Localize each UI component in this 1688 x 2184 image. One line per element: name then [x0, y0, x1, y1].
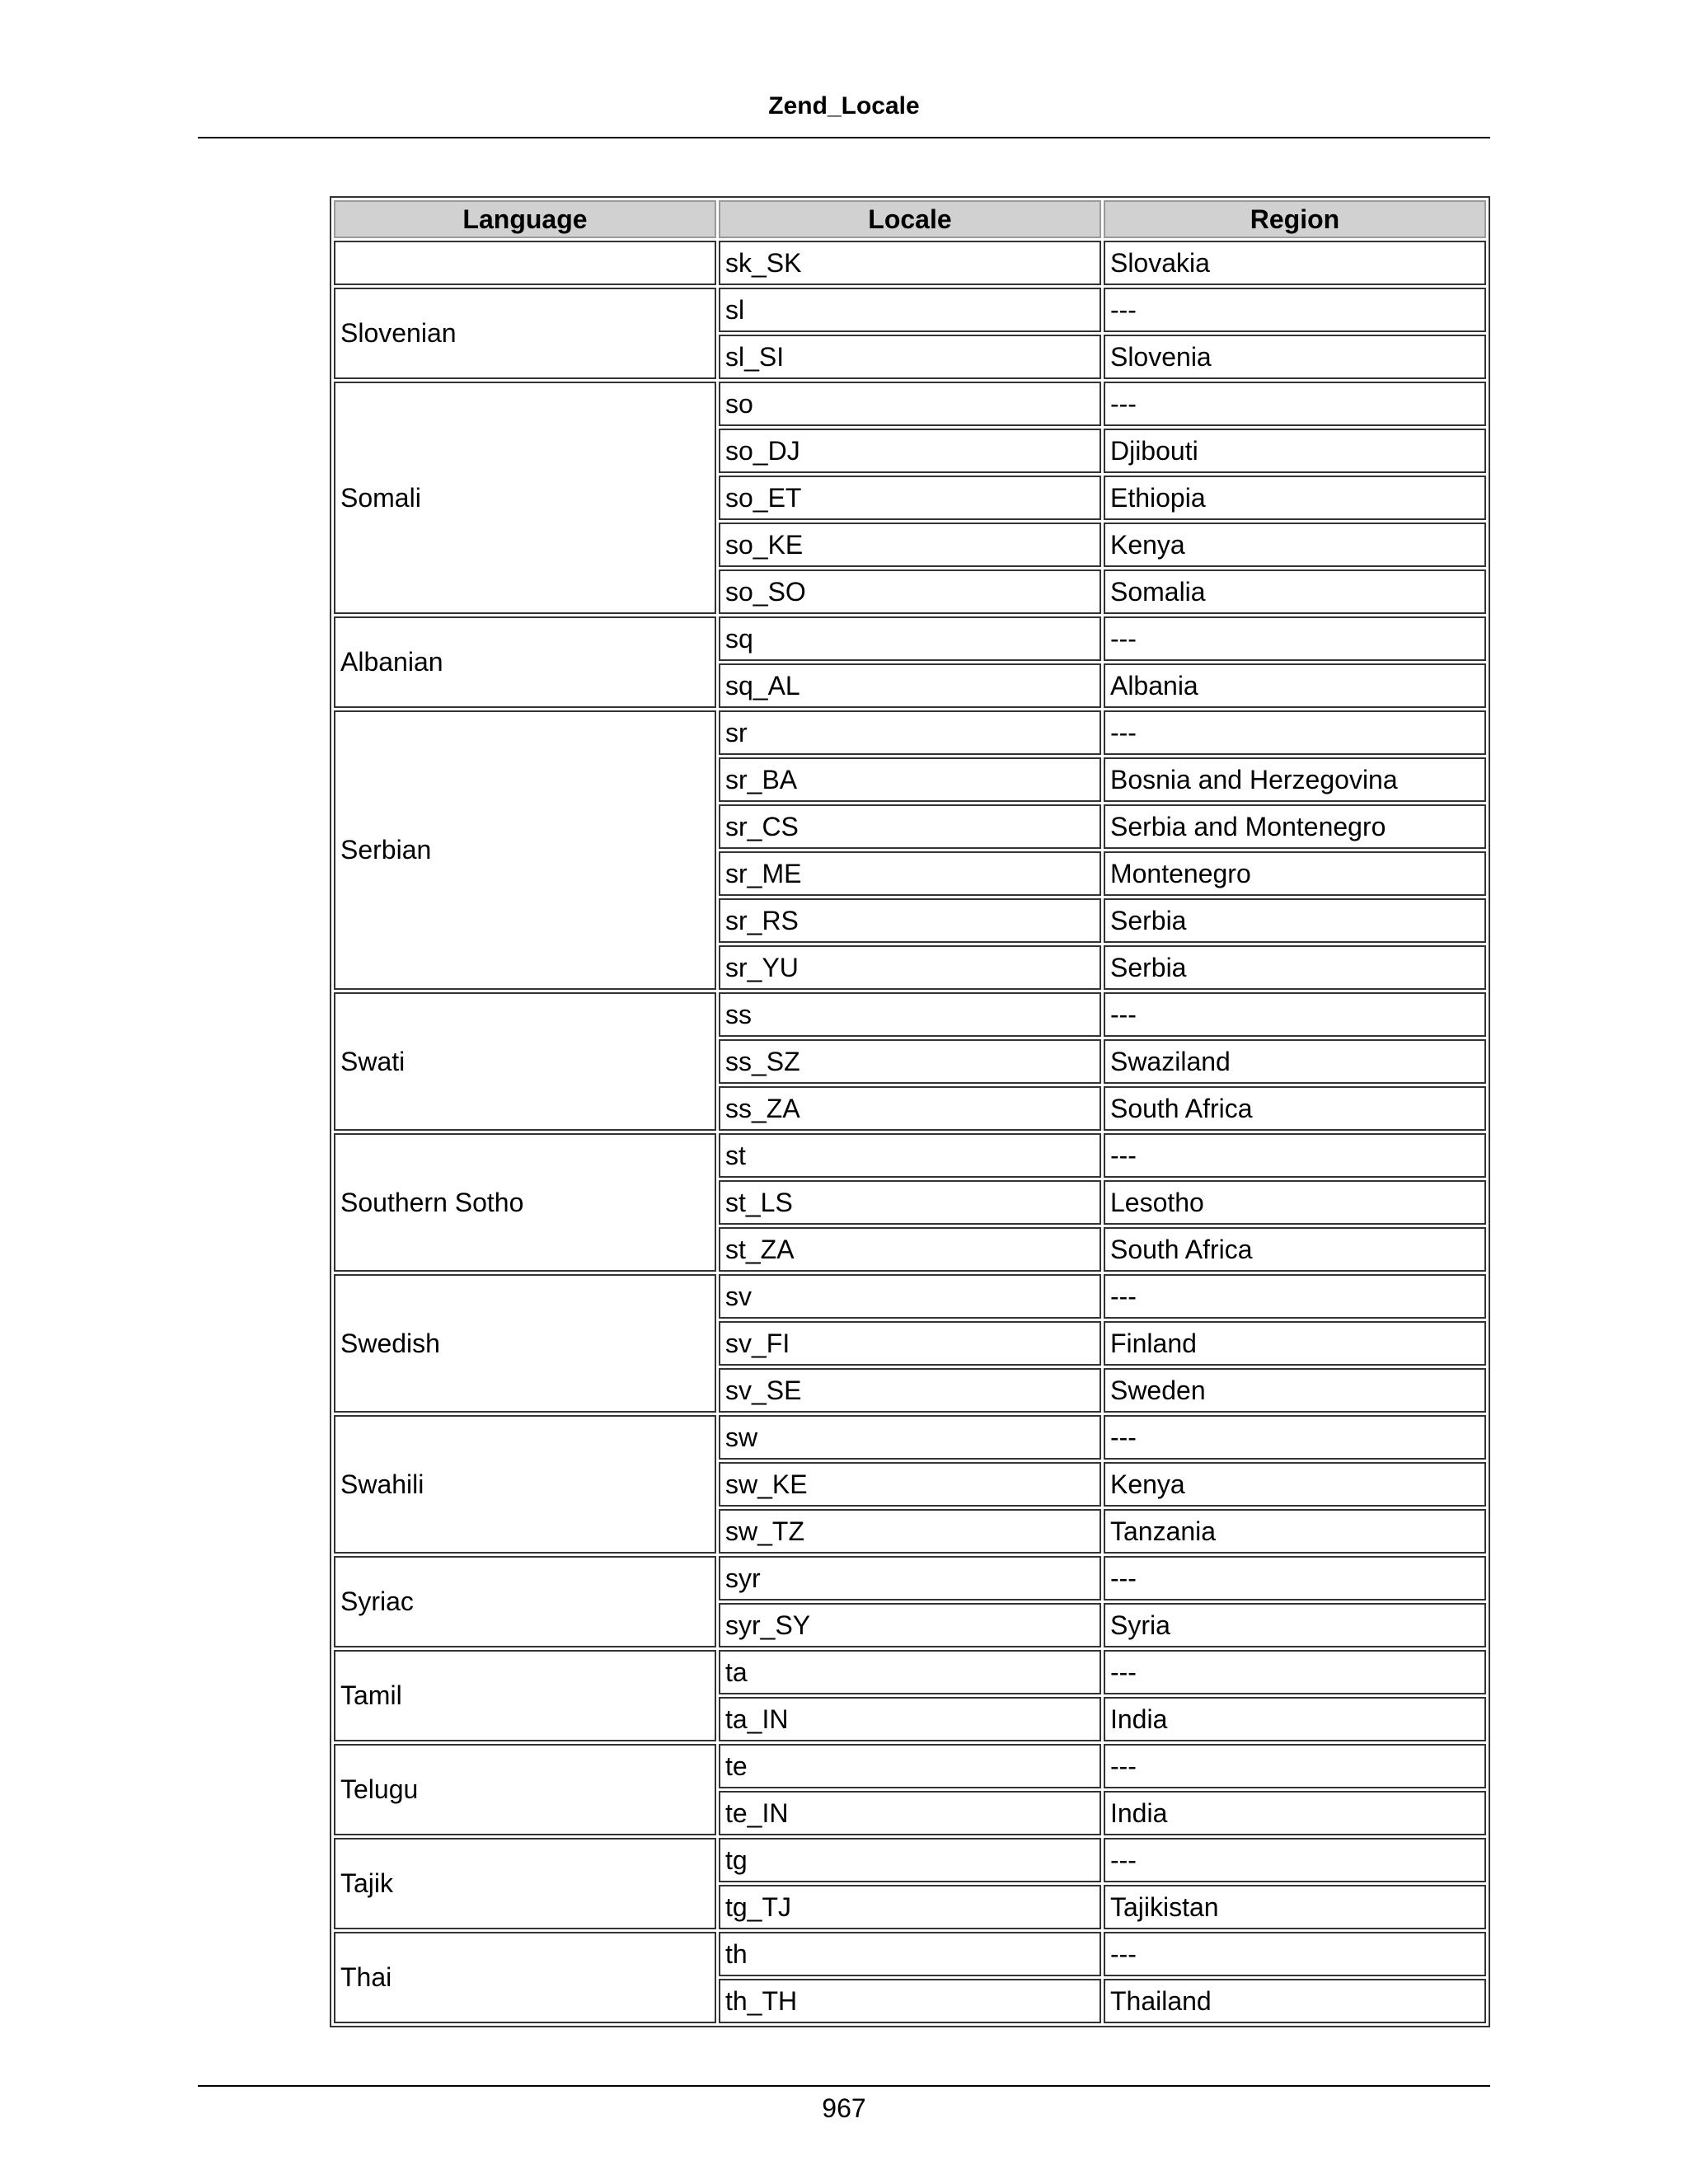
region-cell: ---	[1104, 1650, 1486, 1694]
region-cell: Tajikistan	[1104, 1885, 1486, 1929]
region-cell: Slovenia	[1104, 335, 1486, 379]
locale-cell: so_SO	[719, 569, 1101, 614]
region-cell: Kenya	[1104, 1462, 1486, 1507]
language-cell: Telugu	[334, 1744, 716, 1835]
table-row	[334, 1932, 1486, 1976]
table-row	[334, 1556, 1486, 1601]
region-cell: Kenya	[1104, 523, 1486, 567]
locale-cell: ss_SZ	[719, 1039, 1101, 1084]
region-cell: ---	[1104, 288, 1486, 332]
footer-divider	[198, 2085, 1490, 2087]
locale-cell: sw_KE	[719, 1462, 1101, 1507]
locale-cell: sr_RS	[719, 898, 1101, 943]
locale-cell: tg	[719, 1838, 1101, 1882]
region-cell: Finland	[1104, 1321, 1486, 1366]
language-cell: Tamil	[334, 1650, 716, 1741]
locale-table-container	[330, 196, 1490, 2027]
table-row	[334, 1838, 1486, 1882]
table-row	[334, 1650, 1486, 1694]
locale-cell: syr	[719, 1556, 1101, 1601]
language-cell: Serbian	[334, 710, 716, 990]
table-row	[334, 1415, 1486, 1460]
region-cell: Slovakia	[1104, 241, 1486, 285]
language-cell: Somali	[334, 382, 716, 614]
locale-cell: ss	[719, 992, 1101, 1037]
region-cell: Syria	[1104, 1603, 1486, 1647]
table-row	[334, 1274, 1486, 1319]
language-cell: Tajik	[334, 1838, 716, 1929]
table-header-row	[334, 200, 1486, 238]
region-cell: Serbia	[1104, 898, 1486, 943]
table-row	[334, 288, 1486, 332]
locale-cell: so_KE	[719, 523, 1101, 567]
locale-cell: th_TH	[719, 1979, 1101, 2023]
region-cell: ---	[1104, 1838, 1486, 1882]
locale-cell: sl	[719, 288, 1101, 332]
table-row	[334, 382, 1486, 426]
region-cell: Bosnia and Herzegovina	[1104, 757, 1486, 802]
table-row	[334, 616, 1486, 661]
region-cell: Djibouti	[1104, 429, 1486, 473]
region-cell: Somalia	[1104, 569, 1486, 614]
column-header-locale: Locale	[719, 200, 1101, 238]
region-cell: ---	[1104, 1744, 1486, 1788]
language-cell: Syriac	[334, 1556, 716, 1647]
locale-cell: sk_SK	[719, 241, 1101, 285]
region-cell: ---	[1104, 992, 1486, 1037]
column-header-region: Region	[1104, 200, 1486, 238]
locale-cell: so_DJ	[719, 429, 1101, 473]
locale-cell: sw_TZ	[719, 1509, 1101, 1554]
region-cell: Lesotho	[1104, 1180, 1486, 1225]
locale-cell: te	[719, 1744, 1101, 1788]
locale-cell: sv_FI	[719, 1321, 1101, 1366]
language-cell: Southern Sotho	[334, 1133, 716, 1272]
locale-cell: st_ZA	[719, 1227, 1101, 1272]
table-row	[334, 710, 1486, 755]
locale-cell: sv_SE	[719, 1368, 1101, 1413]
locale-cell: ta_IN	[719, 1697, 1101, 1741]
page-number: 967	[822, 2093, 866, 2123]
locale-cell: sw	[719, 1415, 1101, 1460]
page-header-title: Zend_Locale	[768, 92, 920, 120]
locale-cell: sv	[719, 1274, 1101, 1319]
locale-cell: sr_BA	[719, 757, 1101, 802]
language-cell: Swati	[334, 992, 716, 1131]
region-cell: ---	[1104, 1415, 1486, 1460]
locale-cell: syr_SY	[719, 1603, 1101, 1647]
table-body	[334, 241, 1486, 2023]
language-cell: Swedish	[334, 1274, 716, 1413]
region-cell: South Africa	[1104, 1227, 1486, 1272]
language-cell: Swahili	[334, 1415, 716, 1554]
region-cell: Tanzania	[1104, 1509, 1486, 1554]
region-cell: Sweden	[1104, 1368, 1486, 1413]
table-row	[334, 1744, 1486, 1788]
region-cell: Serbia and Montenegro	[1104, 804, 1486, 849]
locale-cell: sl_SI	[719, 335, 1101, 379]
locale-cell: sr_ME	[719, 851, 1101, 896]
language-cell: Albanian	[334, 616, 716, 708]
locale-cell: sq	[719, 616, 1101, 661]
locale-cell: ta	[719, 1650, 1101, 1694]
region-cell: Montenegro	[1104, 851, 1486, 896]
locale-cell: te_IN	[719, 1791, 1101, 1835]
locale-cell: th	[719, 1932, 1101, 1976]
table-row	[334, 992, 1486, 1037]
language-cell: Slovenian	[334, 288, 716, 379]
region-cell: South Africa	[1104, 1086, 1486, 1131]
region-cell: ---	[1104, 382, 1486, 426]
region-cell: Thailand	[1104, 1979, 1486, 2023]
region-cell: ---	[1104, 1556, 1486, 1601]
locale-cell: so	[719, 382, 1101, 426]
locale-cell: st	[719, 1133, 1101, 1178]
locale-cell: sq_AL	[719, 663, 1101, 708]
locale-cell: sr	[719, 710, 1101, 755]
table-row	[334, 241, 1486, 285]
region-cell: ---	[1104, 1932, 1486, 1976]
region-cell: Swaziland	[1104, 1039, 1486, 1084]
region-cell: India	[1104, 1791, 1486, 1835]
language-cell: Thai	[334, 1932, 716, 2023]
region-cell: Ethiopia	[1104, 476, 1486, 520]
locale-cell: ss_ZA	[719, 1086, 1101, 1131]
locale-table	[330, 196, 1490, 2027]
locale-cell: sr_YU	[719, 945, 1101, 990]
region-cell: Serbia	[1104, 945, 1486, 990]
column-header-language: Language	[334, 200, 716, 238]
region-cell: ---	[1104, 1274, 1486, 1319]
locale-cell: tg_TJ	[719, 1885, 1101, 1929]
region-cell: ---	[1104, 616, 1486, 661]
region-cell: India	[1104, 1697, 1486, 1741]
table-row	[334, 1133, 1486, 1178]
locale-cell: sr_CS	[719, 804, 1101, 849]
region-cell: Albania	[1104, 663, 1486, 708]
language-cell	[334, 241, 716, 285]
locale-cell: st_LS	[719, 1180, 1101, 1225]
header-divider	[198, 137, 1490, 138]
region-cell: ---	[1104, 710, 1486, 755]
locale-cell: so_ET	[719, 476, 1101, 520]
region-cell: ---	[1104, 1133, 1486, 1178]
